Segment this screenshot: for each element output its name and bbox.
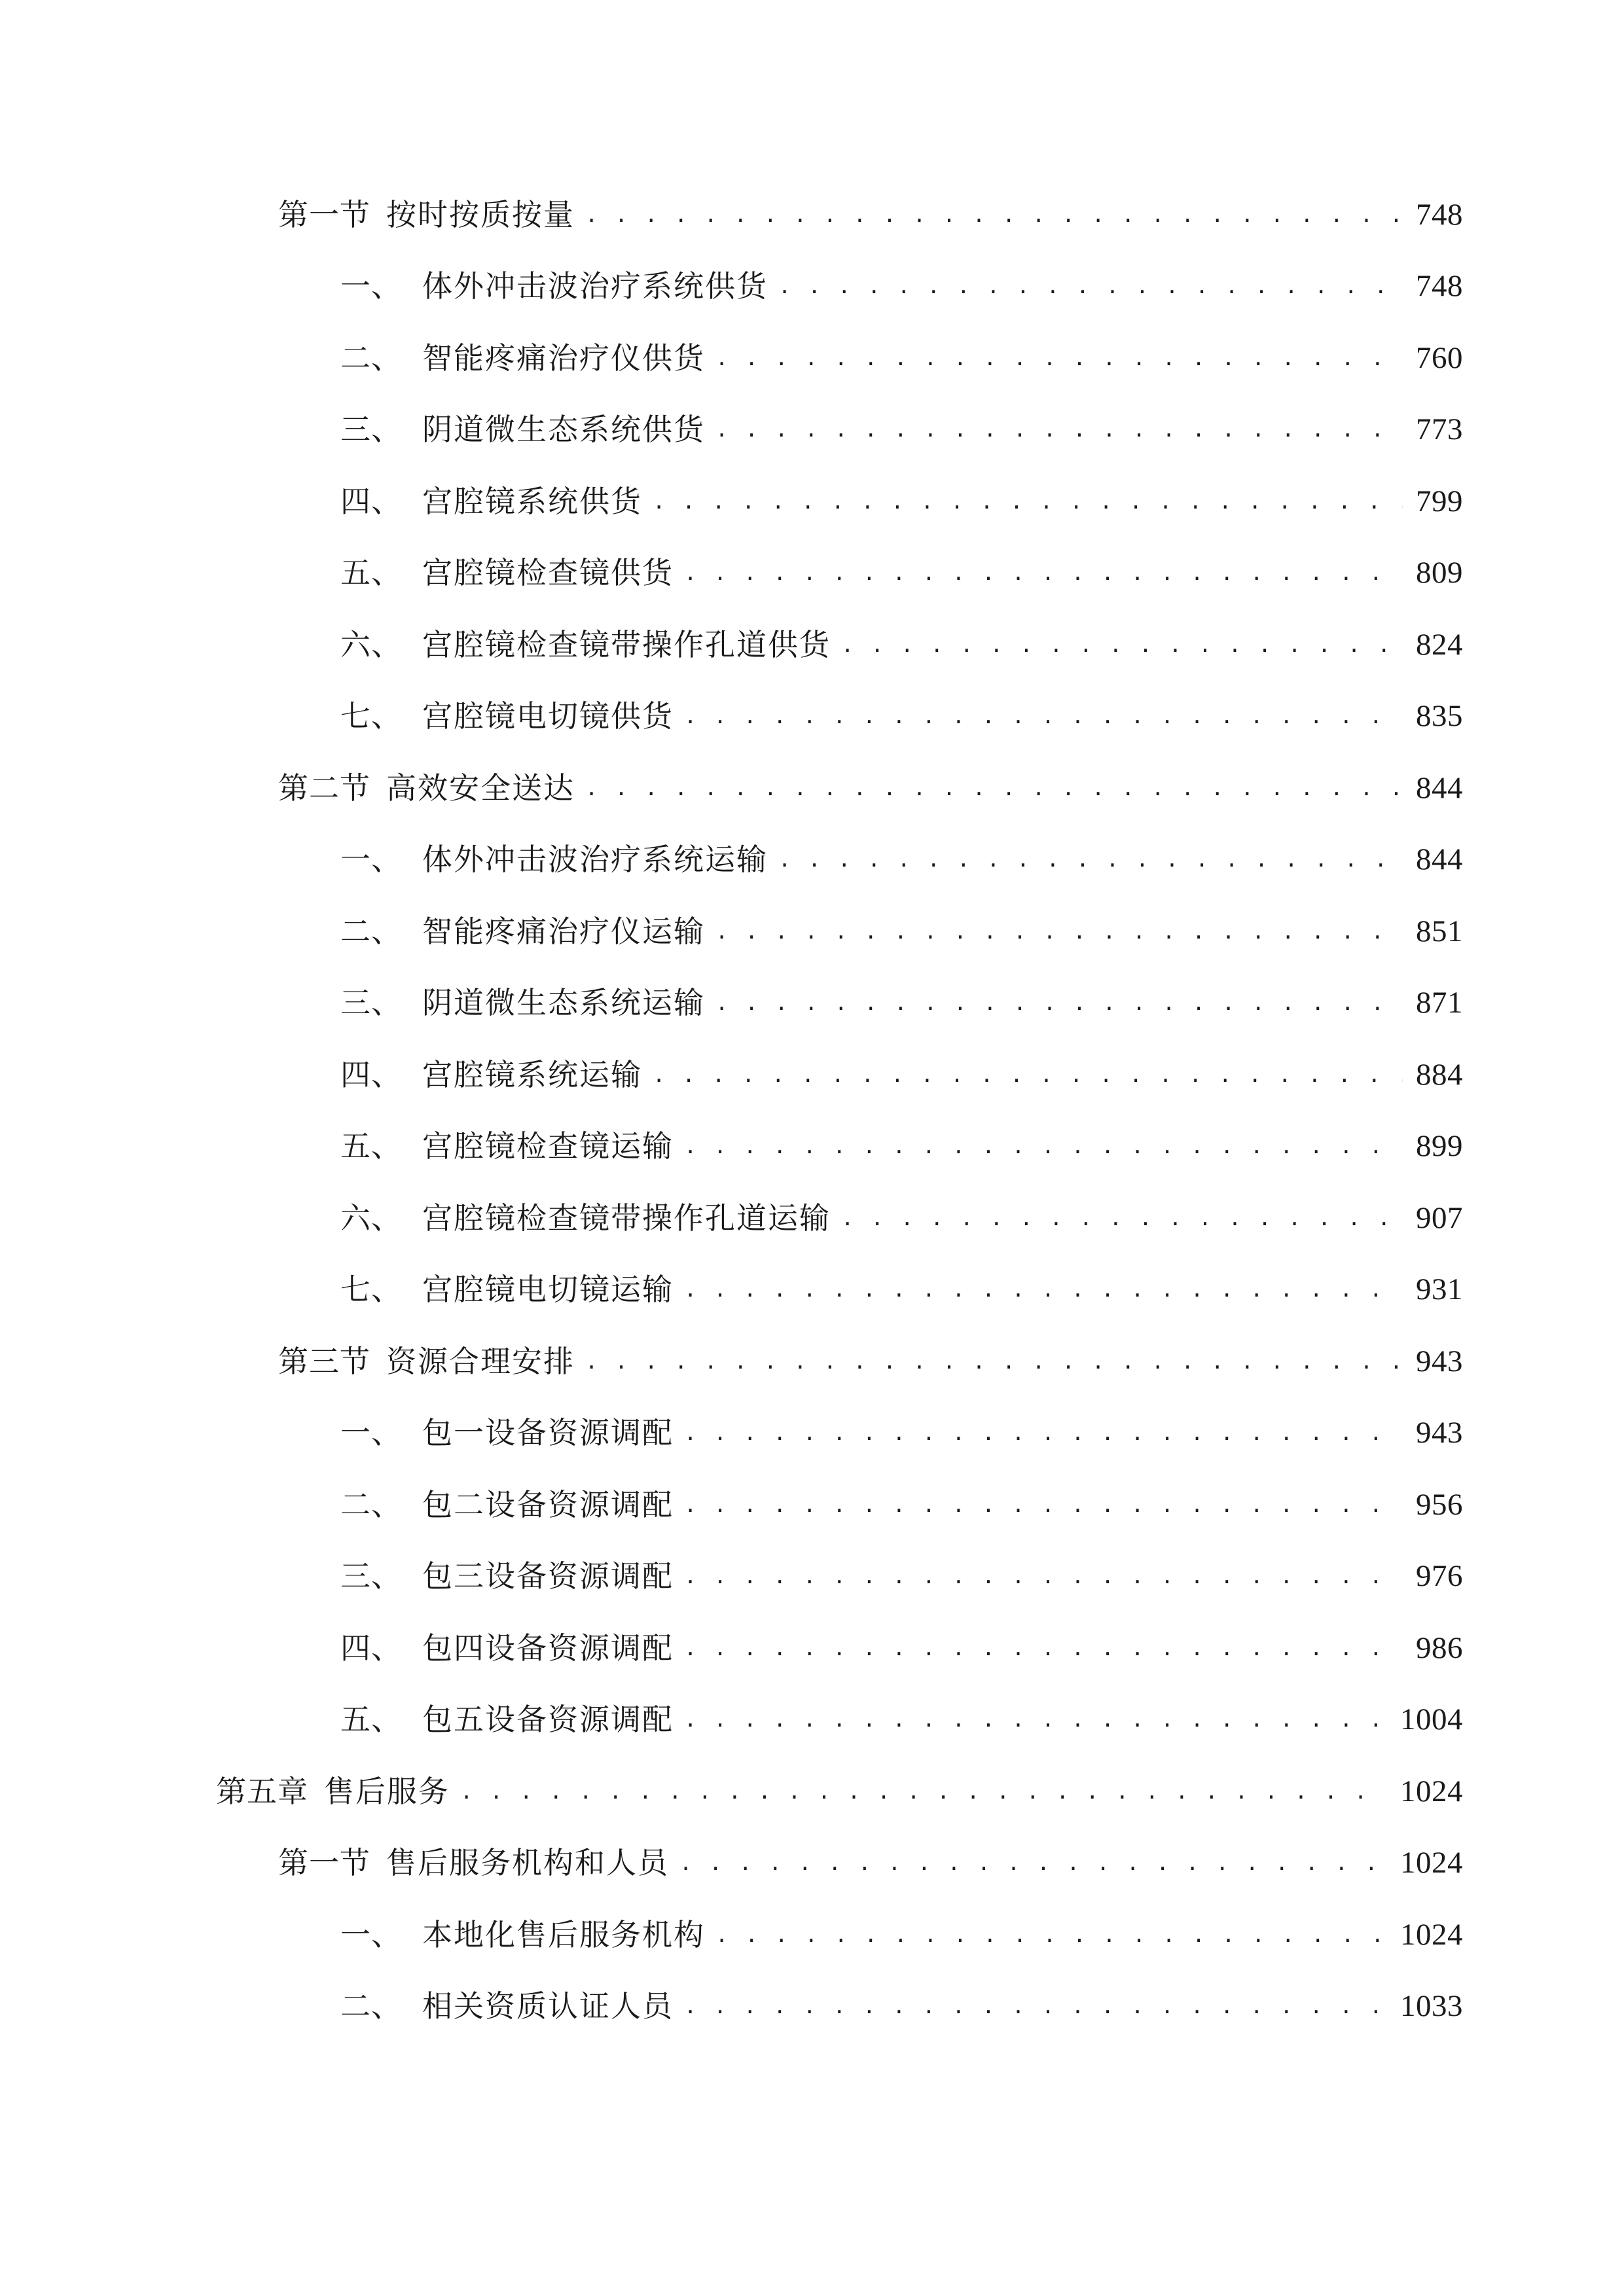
toc-entry-title: 阴道微生态系统供货 [422, 412, 705, 448]
toc-dot-leader [585, 768, 1403, 808]
toc-dot-leader [684, 1628, 1403, 1668]
toc-item-entry[interactable] [0, 1612, 1624, 1684]
toc-entry-title: 宫腔镜检查镜运输 [422, 1128, 674, 1164]
toc-dot-leader [684, 553, 1403, 592]
toc-entry-page-number: 835 [1416, 699, 1463, 734]
toc-dot-leader [653, 482, 1403, 521]
toc-entry-page-number: 824 [1416, 627, 1463, 662]
toc-entry-title: 宫腔镜检查镜带操作孔道供货 [422, 626, 831, 662]
toc-entry-title: 售后服务 [324, 1773, 450, 1809]
toc-dot-leader [715, 983, 1403, 1022]
toc-item-entry[interactable] [0, 1397, 1624, 1469]
toc-entry-number: 六、 [340, 1200, 402, 1236]
toc-item-entry[interactable] [0, 251, 1624, 323]
toc-dot-leader [715, 1915, 1387, 1954]
toc-dot-leader [715, 338, 1403, 378]
toc-entry-title: 体外冲击波治疗系统供货 [422, 268, 768, 304]
toc-item-entry[interactable] [0, 465, 1624, 537]
toc-entry-page-number: 1033 [1400, 1989, 1463, 2024]
toc-entry-number: 五、 [340, 1702, 402, 1738]
toc-entry-page-number: 773 [1416, 412, 1463, 447]
toc-dot-leader [684, 1485, 1403, 1524]
toc-entry-title: 宫腔镜电切镜运输 [422, 1272, 674, 1308]
toc-entry-title: 智能疼痛治疗仪供货 [422, 340, 705, 376]
toc-item-entry[interactable] [0, 1684, 1624, 1756]
toc-entry-title: 宫腔镜系统供货 [422, 483, 642, 519]
toc-entry-number: 五、 [340, 1128, 402, 1164]
toc-entry-number: 二、 [340, 340, 402, 376]
toc-entry-number: 四、 [340, 1056, 402, 1092]
toc-dot-leader [653, 1055, 1403, 1094]
toc-dot-leader [684, 696, 1403, 736]
toc-dot-leader [841, 1198, 1403, 1238]
toc-item-entry[interactable] [0, 1254, 1624, 1326]
toc-dot-leader [684, 1413, 1403, 1452]
toc-item-entry[interactable] [0, 1111, 1624, 1183]
toc-dot-leader [715, 410, 1403, 449]
toc-entry-number: 四、 [340, 1630, 402, 1666]
toc-entry-page-number: 851 [1416, 914, 1463, 948]
toc-dot-leader [684, 1700, 1387, 1739]
toc-entry-number: 一、 [340, 268, 402, 304]
toc-entry-page-number: 956 [1416, 1487, 1463, 1522]
toc-entry-page-number: 748 [1416, 197, 1463, 232]
toc-entry-title: 宫腔镜检查镜带操作孔道运输 [422, 1200, 831, 1236]
toc-entry-title: 包三设备资源调配 [422, 1558, 674, 1594]
toc-entry-number: 第五章 [216, 1773, 308, 1809]
toc-section-entry[interactable] [0, 1827, 1624, 1899]
toc-entry-page-number: 943 [1416, 1416, 1463, 1450]
toc-item-entry[interactable] [0, 824, 1624, 896]
toc-dot-leader [778, 266, 1403, 306]
toc-entry-number: 七、 [340, 1272, 402, 1308]
toc-entry-title: 售后服务机构和人员 [386, 1845, 669, 1881]
toc-entry-number: 一、 [340, 1916, 402, 1952]
toc-entry-number: 一、 [340, 842, 402, 878]
toc-entry-title: 智能疼痛治疗仪运输 [422, 913, 705, 949]
toc-entry-title: 相关资质认证人员 [422, 1988, 674, 2024]
toc-entry-page-number: 844 [1416, 842, 1463, 877]
toc-section-entry[interactable] [0, 179, 1624, 251]
toc-item-entry[interactable] [0, 1541, 1624, 1613]
toc-entry-title: 高效安全送达 [386, 770, 575, 806]
toc-dot-leader [585, 1342, 1403, 1381]
toc-entry-page-number: 760 [1416, 340, 1463, 375]
toc-item-entry[interactable] [0, 609, 1624, 681]
toc-entry-title: 包一设备资源调配 [422, 1415, 674, 1451]
toc-entry-page-number: 809 [1416, 556, 1463, 590]
toc-entry-number: 三、 [340, 412, 402, 448]
toc-entry-page-number: 1024 [1400, 1774, 1463, 1808]
toc-entry-number: 四、 [340, 483, 402, 519]
toc-dot-leader [841, 625, 1403, 664]
toc-entry-page-number: 976 [1416, 1559, 1463, 1594]
toc-entry-page-number: 799 [1416, 484, 1463, 518]
toc-entry-title: 体外冲击波治疗系统运输 [422, 842, 768, 878]
toc-item-entry[interactable] [0, 895, 1624, 967]
toc-chapter-entry[interactable] [0, 1755, 1624, 1827]
toc-entry-page-number: 844 [1416, 770, 1463, 805]
toc-entry-page-number: 1024 [1400, 1917, 1463, 1952]
toc-entry-page-number: 943 [1416, 1344, 1463, 1378]
toc-item-entry[interactable] [0, 394, 1624, 466]
toc-entry-page-number: 1004 [1400, 1702, 1463, 1737]
toc-dot-leader [585, 195, 1403, 234]
toc-dot-leader [684, 1556, 1403, 1596]
toc-dot-leader [715, 912, 1403, 951]
toc-entry-page-number: 1024 [1400, 1846, 1463, 1880]
toc-dot-leader [684, 1270, 1403, 1309]
toc-entry-number: 第三节 [278, 1343, 370, 1379]
toc-entry-number: 第二节 [278, 770, 370, 806]
toc-entry-page-number: 871 [1416, 986, 1463, 1020]
toc-entry-title: 包五设备资源调配 [422, 1702, 674, 1738]
toc-item-entry[interactable] [0, 322, 1624, 394]
toc-entry-title: 阴道微生态系统运输 [422, 985, 705, 1021]
toc-entry-title: 本地化售后服务机构 [422, 1916, 705, 1952]
toc-entry-page-number: 907 [1416, 1200, 1463, 1235]
toc-item-entry[interactable] [0, 681, 1624, 753]
table-of-contents [0, 179, 1624, 2042]
toc-entry-number: 二、 [340, 1988, 402, 2024]
toc-item-entry[interactable] [0, 1469, 1624, 1541]
toc-item-entry[interactable] [0, 1971, 1624, 2043]
toc-entry-title: 按时按质按量 [386, 196, 575, 232]
toc-item-entry[interactable] [0, 967, 1624, 1039]
toc-dot-leader [679, 1843, 1387, 1882]
toc-item-entry[interactable] [0, 1039, 1624, 1111]
toc-entry-page-number: 931 [1416, 1272, 1463, 1307]
toc-section-entry[interactable] [0, 1325, 1624, 1397]
toc-entry-title: 宫腔镜检查镜供货 [422, 555, 674, 591]
toc-section-entry[interactable] [0, 752, 1624, 824]
toc-entry-number: 三、 [340, 985, 402, 1021]
toc-item-entry[interactable] [0, 537, 1624, 609]
toc-dot-leader [460, 1772, 1387, 1811]
toc-entry-number: 二、 [340, 1486, 402, 1522]
toc-entry-number: 第一节 [278, 1845, 370, 1881]
toc-item-entry[interactable] [0, 1182, 1624, 1254]
toc-entry-title: 宫腔镜系统运输 [422, 1056, 642, 1092]
toc-entry-page-number: 748 [1416, 269, 1463, 304]
toc-dot-leader [778, 840, 1403, 879]
toc-entry-number: 七、 [340, 698, 402, 734]
toc-entry-number: 五、 [340, 555, 402, 591]
toc-entry-page-number: 884 [1416, 1057, 1463, 1092]
toc-entry-number: 三、 [340, 1558, 402, 1594]
toc-entry-number: 一、 [340, 1415, 402, 1451]
toc-dot-leader [684, 1986, 1387, 2026]
toc-dot-leader [684, 1126, 1403, 1166]
toc-entry-title: 包二设备资源调配 [422, 1486, 674, 1522]
toc-entry-title: 宫腔镜电切镜供货 [422, 698, 674, 734]
toc-entry-title: 包四设备资源调配 [422, 1630, 674, 1666]
toc-entry-number: 第一节 [278, 196, 370, 232]
toc-entry-page-number: 986 [1416, 1630, 1463, 1665]
toc-entry-number: 二、 [340, 913, 402, 949]
toc-entry-page-number: 899 [1416, 1129, 1463, 1164]
toc-entry-title: 资源合理安排 [386, 1343, 575, 1379]
toc-item-entry[interactable] [0, 1899, 1624, 1971]
toc-entry-number: 六、 [340, 626, 402, 662]
